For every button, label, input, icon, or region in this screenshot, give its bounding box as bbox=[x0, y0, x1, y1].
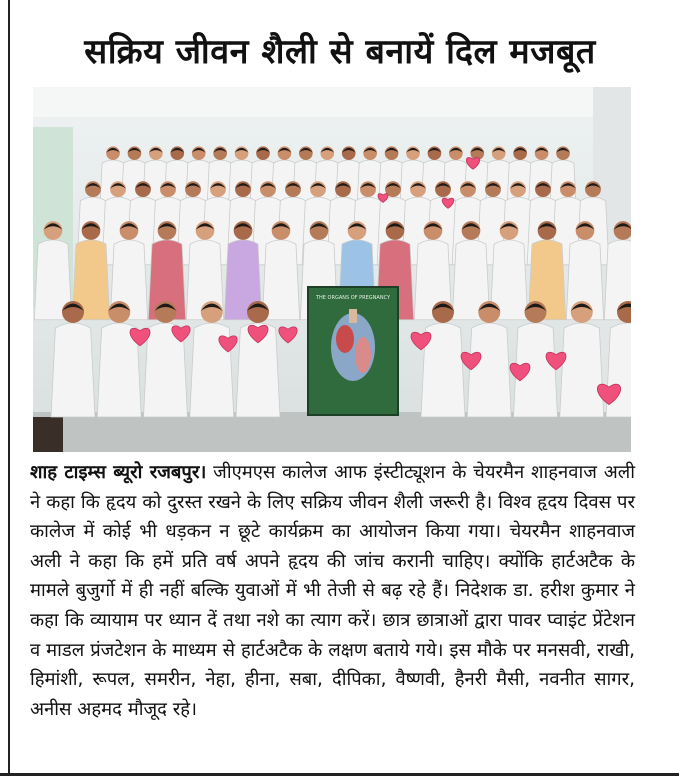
article-dateline: शाह टाइम्स ब्यूरो रजबपुर। bbox=[30, 462, 207, 483]
poster-title: THE ORGANS OF PREGNANCY bbox=[315, 295, 391, 301]
group-photo-illustration bbox=[33, 87, 631, 452]
article-headline: सक्रिय जीवन शैली से बनायें दिल मजबूत bbox=[84, 32, 596, 72]
article-body-text: जीएमएस कालेज आफ इंस्टीट्यूशन के चेयरमैन शाहनवाज अली ने कहा कि हृदय को दुरस्त रखने के लिए सक्रिय जीवन शैली जरूरी है। विश्व हृदय दिवस पर कालेज में कोई भी धड़कन न छूटे कार्यक्रम का आयोजन किया गया। चेयरमैन शाहनवाज अली ने कहा कि हमें प्रति वर्ष अपने हृदय की जांच करानी चाहिए। क्योंकि हार्टअटैक के मामले बुजुर्गो में ही नहीं बल्कि युवाओं में भी तेजी से बढ़ रहे हैं। निदेशक डा. हरीश कुमार ने कहा कि व्यायाम पर ध्यान दें तथा नशे का त्याग करें। छात्र छात्राओं द्वारा पावर प्वाइंट प्रेंटेशन व माडल प्रंजटेशन के माध्यम से हार्टअटैक के लक्षण बताये गये। इस मौके पर मनसवी, राखी, हिमांशी, रूपल, समरीन, नेहा, हीना, सबा, दीपिका, वैष्णवी, हैनरी मैसी, नवनीत सागर, अनीस अहमद मौजूद रहे। bbox=[30, 462, 636, 720]
article-body bbox=[30, 458, 635, 724]
bottom-column-rule bbox=[0, 773, 679, 776]
left-column-rule bbox=[8, 0, 10, 775]
heart-model-poster bbox=[308, 287, 398, 415]
article-photo bbox=[33, 87, 631, 452]
